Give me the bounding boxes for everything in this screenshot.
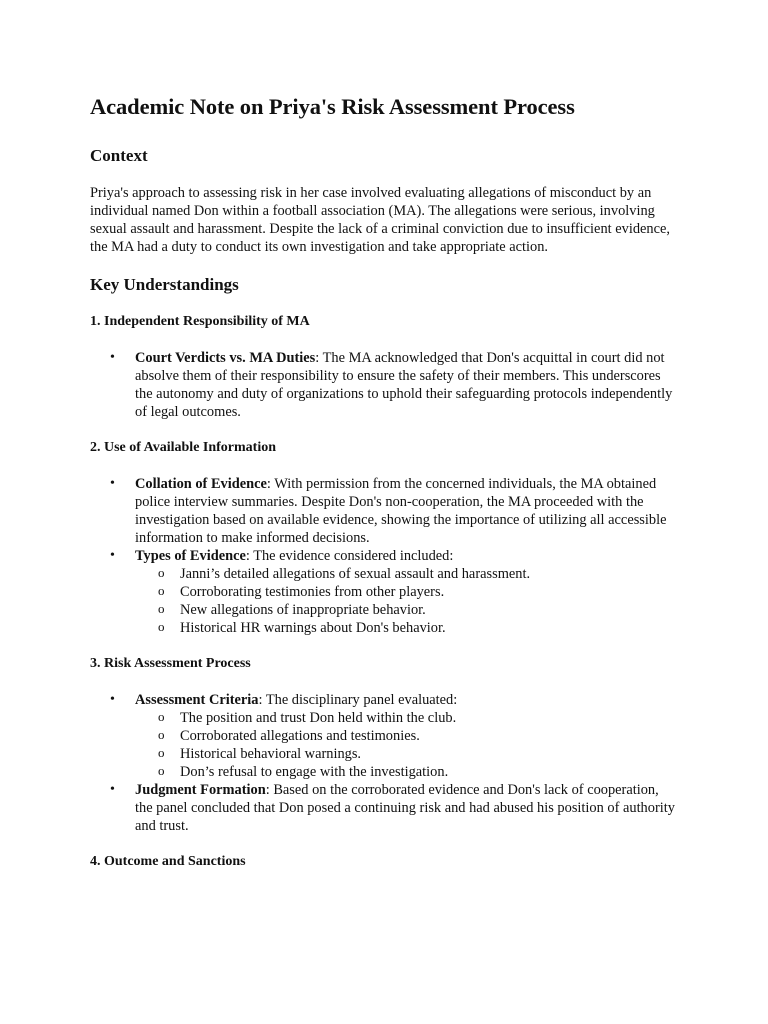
list-item-text: : The disciplinary panel evaluated:	[258, 692, 458, 708]
list-item-term: Assessment Criteria	[135, 692, 259, 708]
section-4-heading: 4. Outcome and Sanctions	[90, 854, 246, 869]
context-heading: Context	[90, 146, 148, 165]
sub-list-item: o Janni’s detailed allegations of sexual assault and harassment.	[135, 565, 678, 583]
sub-list-item: o Historical behavioral warnings.	[135, 745, 678, 763]
list-item	[90, 475, 678, 547]
context-paragraph: Priya's approach to assessing risk in her case involved evaluating allegations of misconduct by an individual named Don within a football association (MA). The allegations were serious, involving sexual assault and harassment. Despite the lack of a criminal conviction due to insufficient evidence, the MA had a duty to conduct its own investigation and take appropriate action.	[90, 185, 670, 255]
list-item	[90, 547, 678, 637]
section-3-heading: 3. Risk Assessment Process	[90, 656, 251, 671]
evidence-types-list	[135, 565, 678, 637]
list-item-text: : Based on the corroborated evidence and Don's lack of cooperation, the panel concluded that Don posed a continuing risk and had abused his position of authority and trust.	[135, 782, 675, 834]
sub-list-item: o Corroborating testimonies from other players.	[135, 583, 678, 601]
list-item-text: : The MA acknowledged that Don's acquittal in court did not absolve them of their responsibility to ensure the safety of their members. This underscores the autonomy and duty of organizations to uphold their safeguarding protocols independently of legal outcomes.	[135, 350, 673, 420]
criteria-list	[135, 709, 678, 781]
section-2-heading: 2. Use of Available Information	[90, 440, 277, 455]
sub-list-item: o Don’s refusal to engage with the investigation.	[135, 763, 678, 781]
list-item-term: Court Verdicts vs. MA Duties	[135, 350, 316, 366]
sub-list-item: o The position and trust Don held within the club.	[135, 709, 678, 727]
list-item-text: : With permission from the concerned individuals, the MA obtained police interview summaries. Despite Don's non-cooperation, the MA proceeded with the investigation based on available evidence, showing the importance of utilizing all accessible information to make informed decisions.	[135, 476, 667, 546]
sub-list-item: o New allegations of inappropriate behavior.	[135, 601, 678, 619]
list-item	[90, 781, 678, 835]
list-item-term: Types of Evidence	[135, 548, 246, 564]
document-title: Academic Note on Priya's Risk Assessment Process	[90, 94, 575, 119]
list-item	[90, 349, 678, 421]
section-1-list	[90, 349, 678, 421]
list-item-term: Collation of Evidence	[135, 476, 267, 492]
list-item-term: Judgment Formation	[135, 782, 266, 798]
sub-list-item: o Historical HR warnings about Don's behavior.	[135, 619, 678, 637]
section-1-heading: 1. Independent Responsibility of MA	[90, 314, 310, 329]
list-item-text: : The evidence considered included:	[245, 548, 454, 564]
list-item	[90, 691, 678, 781]
key-understandings-heading: Key Understandings	[90, 275, 239, 294]
section-3-list	[90, 691, 678, 835]
section-2-list	[90, 475, 678, 637]
sub-list-item: o Corroborated allegations and testimonies.	[135, 727, 678, 745]
